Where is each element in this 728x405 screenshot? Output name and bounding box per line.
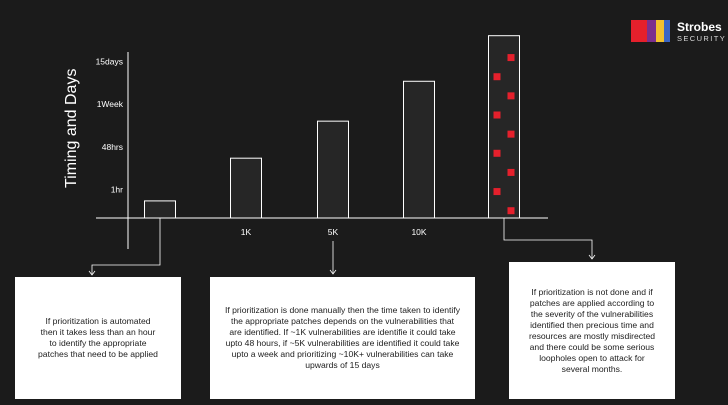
bar-marker <box>508 169 515 176</box>
bar-marker <box>508 54 515 61</box>
note-no-prioritization-text: If prioritization is not done and if patches are applied according to the severity of the vulnerabilities identified then precious time and resources are mostly misdirected and there could be some serious loopholes open to attack for several months. <box>528 286 656 374</box>
bar-marker <box>494 73 501 80</box>
bar <box>145 201 176 218</box>
bar-marker <box>508 207 515 214</box>
x-tick-label: 5K <box>327 227 339 237</box>
x-tick-label: 1K <box>240 227 252 237</box>
x-tick-label: 10K <box>411 227 427 237</box>
y-tick-label: 1hr <box>110 184 123 195</box>
y-tick-label: 1Week <box>96 99 123 110</box>
connector-automated <box>92 218 160 275</box>
bar <box>318 121 349 218</box>
brand-tagline: SECURITY <box>677 34 727 43</box>
brand-name: Strobes <box>677 20 722 34</box>
note-manual-text: If prioritization is done manually then the time taken to identify the appropriate patches depends on the vulnerabilities that are identified. If ~1K vulnerabilities are identifie it could take upto 48 hours, if ~5K vulnerabilities are identified it could take upto a week and prioritizing ~10K+ vulnerabilities can take upwards of 15 days <box>224 305 461 370</box>
bar <box>404 81 435 218</box>
note-automated <box>15 277 181 399</box>
y-tick-label: 15days <box>95 56 123 67</box>
y-axis-title: Timing and Days <box>63 68 80 188</box>
bar <box>489 36 520 218</box>
bar-marker <box>494 111 501 118</box>
bar-marker <box>508 131 515 138</box>
connector-no-prioritization <box>504 218 592 259</box>
bar <box>231 158 262 218</box>
y-tick-label: 48hrs <box>101 141 123 152</box>
bar-marker <box>494 188 501 195</box>
bar-marker <box>494 150 501 157</box>
note-automated-text: If prioritization is automated then it takes less than an hour to identify the appropriate patches that need to be applied <box>38 316 158 359</box>
bar-marker <box>508 92 515 99</box>
note-no-prioritization <box>509 262 675 399</box>
note-manual <box>210 277 475 399</box>
